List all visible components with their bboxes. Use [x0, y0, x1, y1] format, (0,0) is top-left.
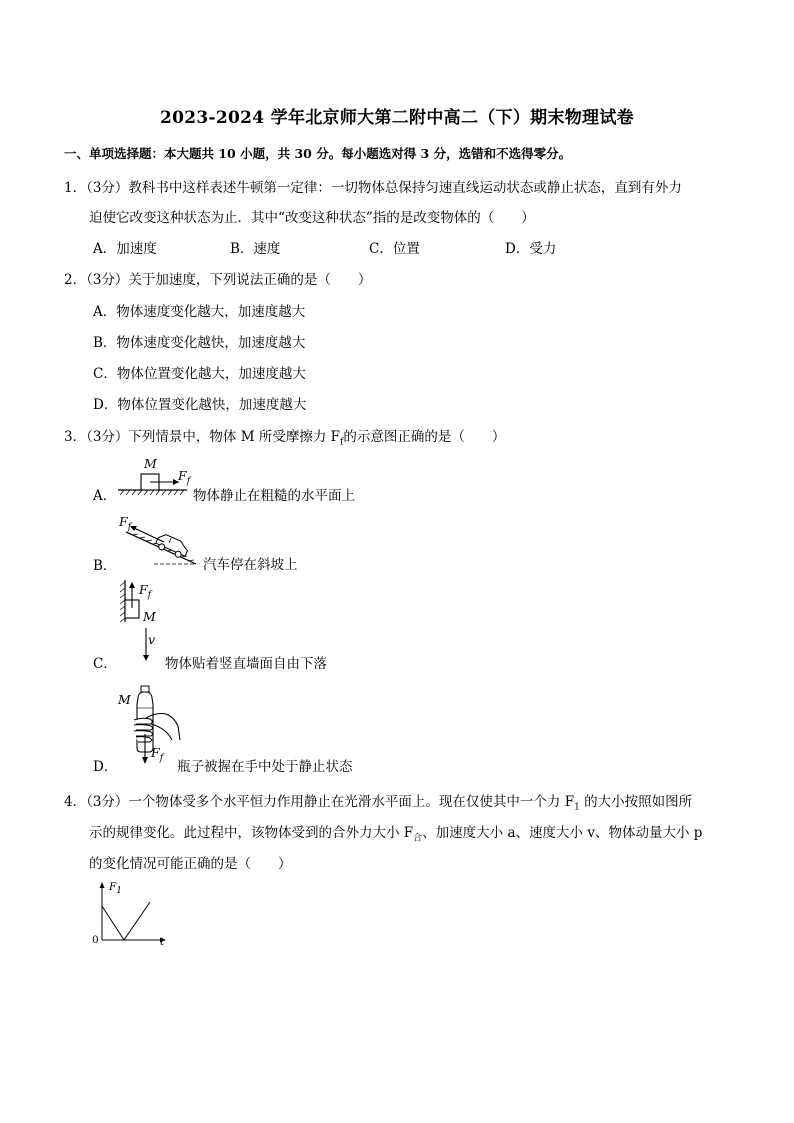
q2-line1: 2．（3分）关于加速度，下列说法正确的是（ ）: [64, 272, 372, 288]
q3-c-label-m: M: [143, 609, 156, 624]
q4-graph-ylabel: $F_1$: [109, 881, 123, 897]
q3-option-d-caption: 瓶子被握在手中处于静止状态: [177, 759, 353, 775]
q1-option-a: A．加速度: [93, 241, 157, 257]
q3-a-label-f: $F_f$: [178, 468, 191, 487]
q1-option-d: D．受力: [505, 241, 557, 257]
q2-option-c: C．物体位置变化越大，加速度越大: [93, 366, 306, 382]
q3-option-c-letter: C．: [93, 656, 117, 672]
q3-d-label-m: M: [118, 692, 131, 707]
q3-option-d-letter: D．: [93, 759, 118, 775]
q2-option-b: B．物体速度变化越快，加速度越大: [93, 335, 306, 351]
q3-a-label-m: M: [144, 456, 157, 471]
q1-option-b: B．速度: [230, 241, 281, 257]
q3-option-c-caption: 物体贴着竖直墙面自由下落: [165, 656, 327, 672]
q3-line1: 3．（3分）下列情景中，物体 M 所受摩擦力 $F_f$的示意图正确的是（ ）: [64, 429, 506, 448]
q3-b-label-f: $F_f$: [119, 514, 132, 533]
q1-line2: 迫使它改变这种状态为止．其中“改变这种状态”指的是改变物体的（ ）: [89, 210, 535, 226]
q4-line3: 的变化情况可能正确的是（ ）: [89, 856, 292, 872]
q2-option-a: A．物体速度变化越大，加速度越大: [93, 304, 306, 320]
q3-d-label-f: $F_f$: [151, 745, 164, 764]
q4-line2: 示的规律变化。此过程中，该物体受到的合外力大小 $F_合$、加速度大小 a、速度大小 v、物体动量大小 p: [89, 825, 703, 844]
q4-graph-origin: 0: [92, 934, 99, 946]
q3-c-label-v: v: [148, 632, 156, 647]
q3-option-a-letter: A．: [93, 488, 117, 504]
q3-option-b-letter: B．: [93, 558, 117, 574]
q4-graph-xlabel: t: [160, 936, 165, 948]
q4-line1: 4．（3分）一个物体受多个水平恒力作用静止在光滑水平面上。现在仅使其中一个力 $F_1$ 的大小按照如图所: [64, 794, 693, 813]
q1-option-c: C．位置: [369, 241, 420, 257]
q1-line1: 1．（3分）教科书中这样表述牛顿第一定律：一切物体总保持匀速直线运动状态或静止状态，直到有外力: [64, 180, 682, 196]
q3-option-b-caption: 汽车停在斜坡上: [203, 557, 298, 573]
q2-option-d: D．物体位置变化越快，加速度越大: [93, 397, 307, 413]
exam-title: 2023-2024 学年北京师大第二附中高二（下）期末物理试卷: [160, 108, 634, 128]
q3-c-label-f: $F_f$: [139, 582, 152, 601]
q3-option-a-caption: 物体静止在粗糙的水平面上: [193, 488, 355, 504]
section-heading: 一、单项选择题：本大题共 10 小题，共 30 分。每小题选对得 3 分，选错和不选得零分。: [64, 146, 572, 161]
